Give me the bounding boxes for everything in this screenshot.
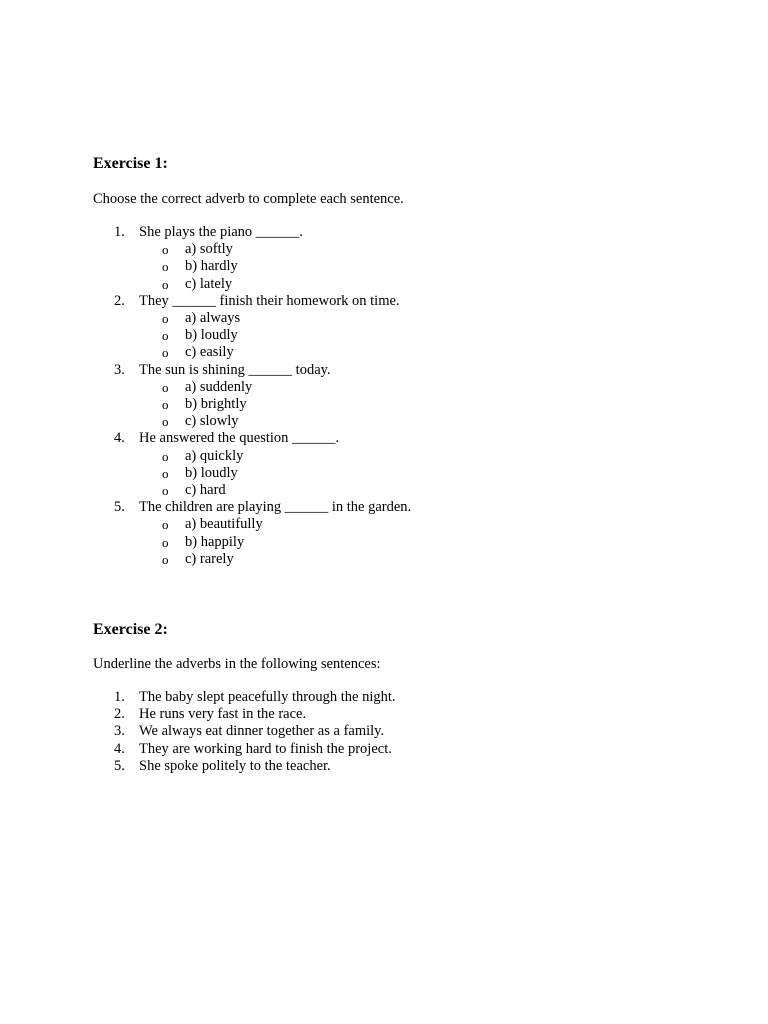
exercise-1-heading: Exercise 1: — [93, 155, 168, 172]
option-text: a) quickly — [185, 447, 244, 464]
question-text: She plays the piano ______. — [139, 224, 303, 240]
option-text: a) suddenly — [185, 378, 253, 395]
question-text: He answered the question ______. — [139, 430, 340, 447]
question-item — [93, 430, 411, 499]
sentence-item — [93, 723, 396, 740]
sentence-item — [93, 706, 396, 723]
sentence-item — [93, 758, 396, 775]
exercise-2-sentence-list — [93, 689, 396, 775]
option-text: c) slowly — [185, 413, 239, 430]
sentence-text: The baby slept peacefully through the night. — [139, 689, 396, 705]
question-text: The children are playing ______ in the garden. — [139, 499, 412, 516]
bullet-icon: o — [162, 551, 169, 567]
option-item — [139, 276, 411, 293]
question-number: 3. — [114, 361, 125, 378]
exercise-1-instruction: Choose the correct adverb to complete each sentence. — [93, 191, 404, 207]
option-list — [139, 241, 411, 293]
bullet-icon: o — [162, 242, 169, 258]
option-item — [139, 516, 411, 533]
question-item — [93, 362, 411, 431]
option-list — [139, 310, 411, 362]
option-text: c) lately — [185, 275, 233, 292]
option-list — [139, 448, 411, 500]
option-item — [139, 413, 411, 430]
option-item — [139, 551, 411, 568]
option-item — [139, 379, 411, 396]
option-item — [139, 448, 411, 465]
exercise-1-question-list — [93, 224, 411, 568]
bullet-icon: o — [162, 397, 169, 413]
option-text: b) happily — [185, 533, 245, 550]
question-number: 5. — [114, 499, 125, 516]
bullet-icon: o — [162, 517, 169, 533]
option-item — [139, 396, 411, 413]
sentence-number: 2. — [114, 706, 125, 723]
option-text: b) brightly — [185, 396, 247, 413]
question-text: They ______ finish their homework on time. — [139, 292, 400, 309]
option-item — [139, 465, 411, 482]
question-item — [93, 499, 411, 568]
option-list — [139, 379, 411, 431]
option-text: a) always — [185, 310, 241, 327]
option-list — [139, 516, 411, 568]
option-item — [139, 482, 411, 499]
question-number: 2. — [114, 292, 125, 309]
question-number: 1. — [114, 224, 125, 240]
question-number: 4. — [114, 430, 125, 447]
bullet-icon: o — [162, 259, 169, 275]
sentence-text: He runs very fast in the race. — [139, 706, 307, 723]
sentence-text: She spoke politely to the teacher. — [139, 757, 331, 774]
sentence-item — [93, 689, 396, 706]
option-item — [139, 327, 411, 344]
option-text: c) easily — [185, 344, 234, 361]
option-item — [139, 258, 411, 275]
option-item — [139, 344, 411, 361]
bullet-icon: o — [162, 414, 169, 430]
sentence-number: 4. — [114, 740, 125, 757]
question-text: The sun is shining ______ today. — [139, 361, 331, 378]
bullet-icon: o — [162, 379, 169, 395]
sentence-number: 3. — [114, 723, 125, 740]
option-item — [139, 310, 411, 327]
bullet-icon: o — [162, 483, 169, 499]
bullet-icon: o — [162, 276, 169, 292]
bullet-icon: o — [162, 311, 169, 327]
option-text: a) beautifully — [185, 516, 263, 533]
option-item — [139, 534, 411, 551]
question-item — [93, 224, 411, 293]
sentence-text: We always eat dinner together as a family. — [139, 723, 385, 740]
sentence-number: 5. — [114, 757, 125, 774]
sentence-item — [93, 741, 396, 758]
bullet-icon: o — [162, 345, 169, 361]
bullet-icon: o — [162, 534, 169, 550]
exercise-2-heading: Exercise 2: — [93, 621, 168, 638]
option-text: c) rarely — [185, 550, 234, 567]
bullet-icon: o — [162, 448, 169, 464]
sentence-number: 1. — [114, 689, 125, 705]
option-text: b) loudly — [185, 327, 238, 344]
exercise-2-instruction: Underline the adverbs in the following sentences: — [93, 656, 381, 672]
option-text: a) softly — [185, 241, 233, 258]
question-item — [93, 293, 411, 362]
option-text: b) loudly — [185, 464, 238, 481]
sentence-text: They are working hard to finish the project. — [139, 740, 392, 757]
bullet-icon: o — [162, 465, 169, 481]
bullet-icon: o — [162, 328, 169, 344]
option-text: c) hard — [185, 482, 226, 499]
option-text: b) hardly — [185, 258, 238, 275]
option-item — [139, 241, 411, 258]
